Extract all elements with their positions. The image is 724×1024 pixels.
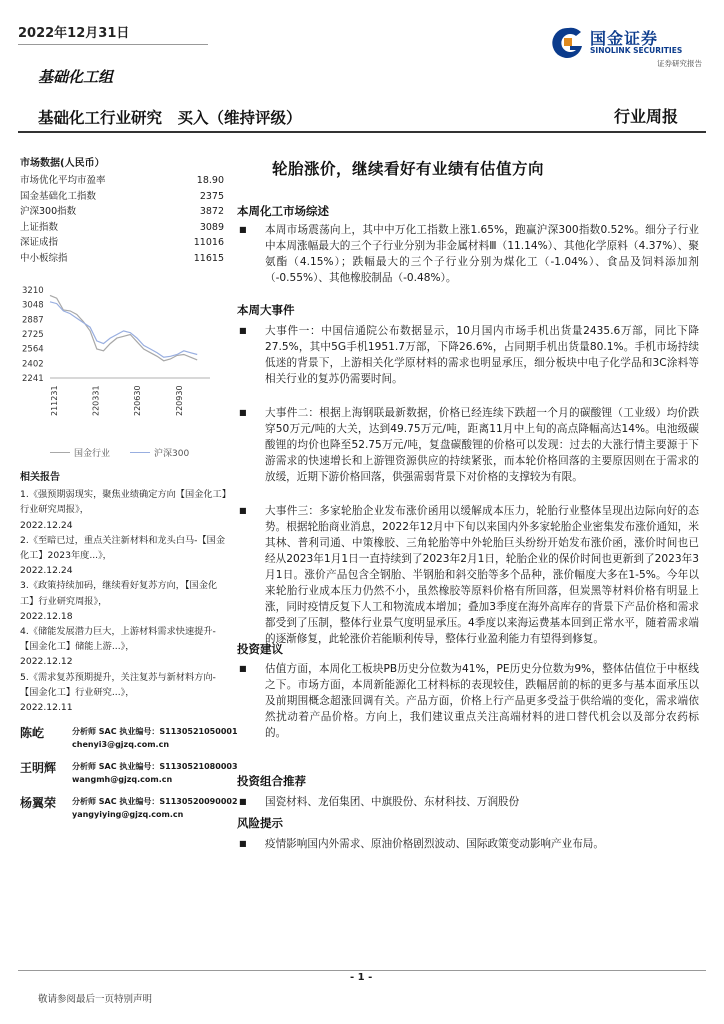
report-date: 2022年12月31日 [18, 26, 130, 41]
series-line [50, 302, 197, 357]
related-report-item[interactable] [20, 533, 230, 579]
related-reports [20, 470, 230, 715]
market-value: 11615 [193, 252, 224, 264]
paragraph-text: 本周市场震荡向上，其中中万化工指数上涨1.65%，跑赢沪深300指数0.52%。细分子行业中本周涨幅最大的三个子行业分别为非金属材料Ⅲ（11.14%）、其他化学原料（4.37%）、聚氨酯（4.15%）；跌幅最大的三个子行业分别为煤化工（-1.04%）、食品及饲料添加剂（-0.55%）、其他橡胶制品（-0.48%）。 [265, 224, 699, 284]
related-report-date: 2022.12.24 [20, 519, 73, 531]
paragraph-text: 估值方面，本周化工板块PB历史分位数为41%，PE历史分位数为9%，整体估值位于中枢线之下。市场方面，本周新能源化工材料标的表现较佳，跌幅居前的标的更多与基本面承压以及前期围概念超涨回调有关。产品方面，价格上行产品更多受益于供给端的变化，需求端依然扰动着产品价格。方向上，我们建议重点关注高端材料的进口替代机会以及部分农药标的。 [265, 663, 699, 739]
report-type: 证券研究报告 [657, 59, 702, 68]
related-report-item[interactable] [20, 670, 230, 716]
related-report-date: 2022.12.11 [20, 702, 73, 714]
y-tick-label: 2241 [22, 374, 44, 384]
x-tick-label: 220331 [91, 385, 101, 416]
sector-name: 基础化工组 [38, 68, 114, 86]
section-title-portfolio: 投资组合推荐 [237, 774, 306, 788]
related-report-text: 5.《需求复苏预期提升，关注复苏与新材料方向-【国金化工】行业研究...》， [20, 671, 216, 698]
related-report-date: 2022.12.12 [20, 656, 73, 668]
paragraph-text: 大事件三：多家轮胎企业发布涨价函用以缓解成本压力，轮胎行业整体呈现出边际向好的态势。根据轮胎商业消息，2022年12月中下旬以来国内外多家轮胎企业密集发布涨价通知，米其林、普利司通、中策橡胶、三角轮胎等中外轮胎巨头纷纷开始发布涨价函，涨价时间也已经从2023年1月1日一直持续到了2023年2月1日，轮胎企业的保价时间也更新到了2023年3月1日。涨价产品包含全钢胎、半钢胎和斜交胎等多个品种，涨价幅度大多在1-5%。今年以来轮胎行业成本压力仍然不小，虽然橡胶等原料价格有所回落，但炭黑等材料价格有明显上涨，同时疫情反复下人工和物流成本增加；叠加3季度在海外高库存的背景下产品价格和需求都受到了压制，整体行业景气度明显承压。4季度以来海运费基本回到正常水平，随着需求端的逐渐修复，此轮涨价若能顺利传导，整体行业盈利能力有望得到修复。 [265, 505, 699, 645]
paragraph-text: 大事件二：根据上海钢联最新数据，价格已经连续下跌超一个月的碳酸锂（工业级）均价跌穿50万元/吨的大关，达到49.75万元/吨，距离11月中上旬的高点降幅高达14%。电池级碳酸锂的均价也降至52.75万元/吨，复盘碳酸锂的价格可以发现：过去的大涨行情主要源于下游需求的快速增长和上游锂资源供应的持续紧张，而本轮价格回落的主要原因则在于需求的放缓，近期下游价格回落，供强需弱背景下对价格的支撑较为有限。 [265, 407, 699, 483]
market-row [20, 220, 228, 236]
header-divider [18, 131, 706, 133]
analyst-name: 杨翼荣 [20, 796, 57, 810]
market-label: 上证指数 [20, 221, 59, 233]
related-report-date: 2022.12.18 [20, 610, 73, 622]
analyst-cert: 分析师 SAC 执业编号：S1130521050001 [72, 727, 238, 736]
analyst-info [72, 796, 238, 821]
market-label: 沪深300指数 [20, 206, 77, 217]
market-row [20, 204, 228, 220]
legend-line-industry [50, 452, 70, 453]
section-title-events: 本周大事件 [237, 303, 295, 317]
bullet-icon: ■ [239, 408, 247, 417]
date-divider [18, 44, 208, 45]
market-row [20, 173, 228, 189]
event-two-paragraph [237, 405, 699, 485]
article-title: 轮胎涨价，继续看好有业绩有估值方向 [272, 159, 545, 178]
legend-item-industry [50, 446, 110, 459]
analyst-card [20, 794, 238, 830]
analyst-card [20, 759, 238, 795]
section-title-market-review: 本周化工市场综述 [237, 204, 329, 218]
related-report-text: 3.《政策持续加码，继续看好复苏方向，【国金化工】行业研究周报》， [20, 580, 218, 607]
series-line [50, 295, 197, 360]
paragraph-text: 疫情影响国内外需求、原油价格剧烈波动、国际政策变动影响产业布局。 [265, 838, 604, 850]
analyst-name: 王明辉 [20, 761, 57, 775]
x-tick-label: 220930 [174, 385, 184, 416]
chart-legend [50, 446, 189, 459]
analyst-email[interactable]: yangyiying@gjzq.com.cn [72, 809, 184, 819]
section-title-investment-advice: 投资建议 [237, 642, 283, 656]
related-report-text: 2.《至暗已过，重点关注新材料和龙头白马-【国金化工】2023年度...》， [20, 534, 226, 562]
x-tick-label: 220630 [133, 385, 143, 416]
brand-name: 国金证券 [590, 29, 659, 48]
bullet-icon: ■ [239, 797, 247, 806]
related-report-date: 2022.12.24 [20, 565, 73, 577]
market-value: 18.90 [196, 175, 224, 186]
report-headline: 基础化工行业研究 买入（维持评级） [38, 109, 302, 127]
legend-label-industry: 国金行业 [74, 449, 111, 459]
related-report-item[interactable] [20, 624, 230, 670]
market-value: 3089 [199, 221, 224, 233]
analyst-name: 陈屹 [20, 726, 45, 740]
section-title-risks: 风险提示 [237, 816, 283, 830]
market-label: 深证成指 [20, 237, 59, 248]
y-tick-label: 2725 [22, 330, 44, 340]
legend-item-hs300 [130, 446, 189, 459]
investment-advice-paragraph [237, 661, 699, 741]
related-report-text: 4.《储能发展潜力巨大，上游材料需求快速提升-【国金化工】储能上游...》， [20, 626, 216, 653]
analyst-card [20, 724, 238, 760]
analyst-info [72, 761, 238, 786]
analyst-email[interactable]: chenyi3@gjzq.com.cn [72, 739, 170, 749]
bullet-icon: ■ [239, 506, 247, 515]
footer-divider [18, 970, 706, 971]
analyst-cert: 分析师 SAC 执业编号：S1130521080003 [72, 762, 238, 771]
market-value: 11016 [193, 237, 224, 248]
y-tick-label: 2564 [22, 344, 44, 355]
brand-mark-icon [552, 26, 584, 60]
y-tick-label: 3048 [22, 300, 44, 311]
analyst-info [72, 726, 238, 751]
paragraph-text: 国瓷材料、龙佰集团、中旗股份、东材科技、万润股份 [265, 796, 520, 808]
related-reports-title: 相关报告 [20, 472, 60, 483]
y-tick-label: 3210 [22, 286, 44, 296]
market-value: 3872 [199, 206, 224, 217]
legend-label-hs300: 沪深300 [154, 449, 190, 459]
market-row [20, 189, 228, 205]
brand-name-en: SINOLINK SECURITIES [590, 46, 683, 55]
y-tick-label: 2887 [22, 315, 44, 326]
related-report-item[interactable] [20, 578, 230, 624]
index-trend-chart [20, 282, 228, 442]
event-three-paragraph [237, 503, 699, 647]
market-row [20, 235, 228, 251]
market-value: 2375 [199, 190, 224, 202]
legend-line-hs300 [130, 452, 150, 453]
report-category: 行业周报 [613, 107, 678, 126]
market-label: 中小板综指 [20, 252, 68, 264]
market-row [20, 251, 228, 267]
portfolio-paragraph [237, 794, 699, 810]
market-label: 国金基础化工指数 [20, 190, 97, 202]
x-tick-label: 211231 [50, 385, 59, 416]
disclaimer: 敬请参阅最后一页特别声明 [38, 994, 153, 1005]
event-one-paragraph [237, 323, 699, 387]
page-number: - 1 - [350, 972, 373, 983]
analyst-email[interactable]: wangmh@gjzq.com.cn [72, 774, 173, 784]
bullet-icon: ■ [239, 839, 247, 848]
market-review-paragraph [237, 222, 699, 286]
market-data-panel [20, 154, 228, 266]
related-report-item[interactable] [20, 487, 230, 533]
bullet-icon: ■ [239, 664, 247, 673]
y-tick-label: 2402 [22, 359, 44, 370]
bullet-icon: ■ [239, 225, 247, 234]
related-report-text: 1.《强预期弱现实，聚焦业绩确定方向【国金化工】行业研究周报》， [20, 489, 227, 516]
market-label: 市场优化平均市盈率 [20, 175, 106, 186]
risks-paragraph [237, 836, 699, 852]
bullet-icon: ■ [239, 326, 247, 335]
paragraph-text: 大事件一：中国信通院公布数据显示，10月国内市场手机出货量2435.6万部，同比下降27.5%，其中5G手机1951.7万部，下降26.6%，占同期手机出货量80.1%。手机市场持续低迷的背景下，上游相关化学原材料的需求也明显承压，细分板块中电子化学品和3C涂料等相关行业的复苏仍需要时间。 [265, 325, 699, 385]
market-data-title: 市场数据(人民币） [20, 158, 105, 169]
analyst-cert: 分析师 SAC 执业编号：S1130520090002 [72, 797, 238, 806]
